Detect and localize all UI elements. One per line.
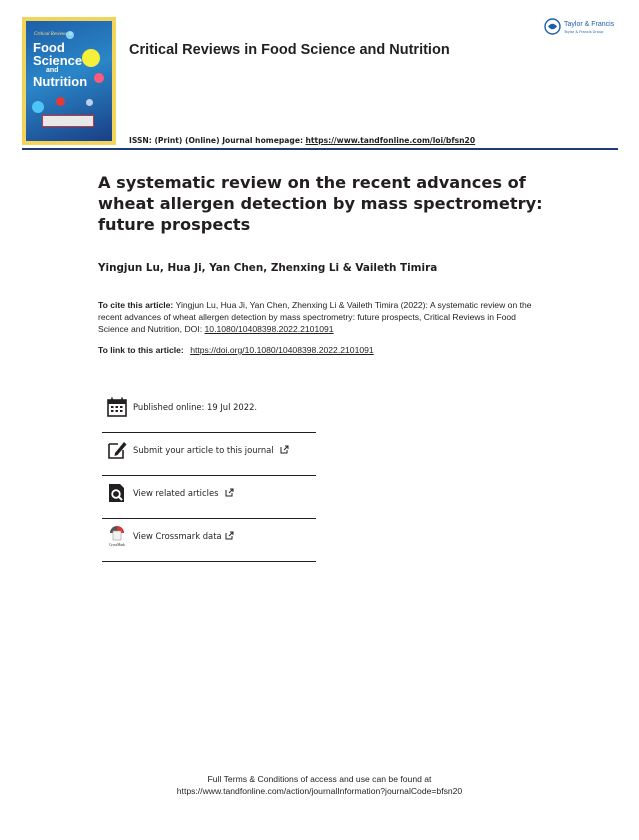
article-title: A systematic review on the recent advances of wheat allergen detection by mass spectrometry: future prospects (98, 173, 543, 234)
edit-icon (106, 439, 128, 461)
journal-title: Critical Reviews in Food Science and Nutrition (129, 42, 450, 58)
footer-terms-link[interactable]: https://www.tandfonline.com/action/journalInformation?journalCode=bfsn20 (176, 786, 463, 796)
header-divider (22, 148, 618, 150)
crossmark-label: View Crossmark data (133, 531, 222, 541)
published-online-item (102, 390, 316, 433)
submit-article-item[interactable] (102, 433, 316, 476)
journal-homepage-link[interactable]: https://www.tandfonline.com/loi/bfsn20 (305, 136, 476, 145)
publisher-subname: Taylor & Francis Group (564, 30, 604, 34)
cover-label-box (42, 115, 94, 127)
published-online-text: Published online: 19 Jul 2022. (133, 402, 258, 412)
doi-link[interactable]: 10.1080/10408398.2022.2101091 (204, 324, 334, 334)
cover-title-science: Science (33, 53, 83, 68)
calendar-icon (106, 396, 128, 418)
submit-article-label: Submit your article to this journal (133, 445, 274, 455)
external-link-icon (225, 488, 234, 497)
citation-block (98, 299, 548, 335)
submit-article-link[interactable] (133, 445, 289, 455)
issn-line (129, 136, 475, 145)
cover-title-nutrition: Nutrition (33, 74, 88, 89)
crossmark-link[interactable] (133, 531, 234, 541)
cover-title-and: and (46, 67, 59, 74)
cover-subtitle: Critical Reviews in (34, 32, 73, 37)
cover-title-food: Food (33, 40, 65, 55)
related-articles-link[interactable] (133, 488, 234, 498)
publisher-name: Taylor & Francis (564, 21, 615, 28)
article-link-line (98, 345, 374, 355)
article-authors: Yingjun Lu, Hua Ji, Yan Chen, Zhenxing Li & Vaileth Timira (98, 262, 438, 274)
external-link-icon (225, 531, 234, 540)
related-articles-label: View related articles (133, 488, 219, 498)
related-articles-item[interactable] (102, 476, 316, 519)
cite-text: Yingjun Lu, Hua Ji, Yan Chen, Zhenxing Li & Vaileth Timira (2022): A systematic review on the recent advances of wheat allergen detection by mass spectrometry: future prospects, Critical Reviews in Food Science and Nutrition, DOI: (98, 300, 532, 334)
publisher-logo-icon (544, 18, 561, 35)
crossmark-icon (106, 525, 128, 547)
external-link-icon (280, 445, 289, 454)
crossmark-item[interactable] (102, 519, 316, 562)
document-search-icon (106, 482, 128, 504)
crossmark-icon-text: CrossMark (109, 543, 125, 547)
footer-terms-text: Full Terms & Conditions of access and use can be found at (207, 774, 432, 784)
article-doi-url-link[interactable]: https://doi.org/10.1080/10408398.2022.2101091 (190, 345, 374, 355)
cite-label: To cite this article: (98, 300, 174, 310)
footer (0, 773, 639, 797)
issn-label: ISSN: (Print) (Online) Journal homepage: (129, 136, 304, 145)
journal-cover-image (22, 17, 116, 145)
link-label: To link to this article: (98, 345, 184, 355)
